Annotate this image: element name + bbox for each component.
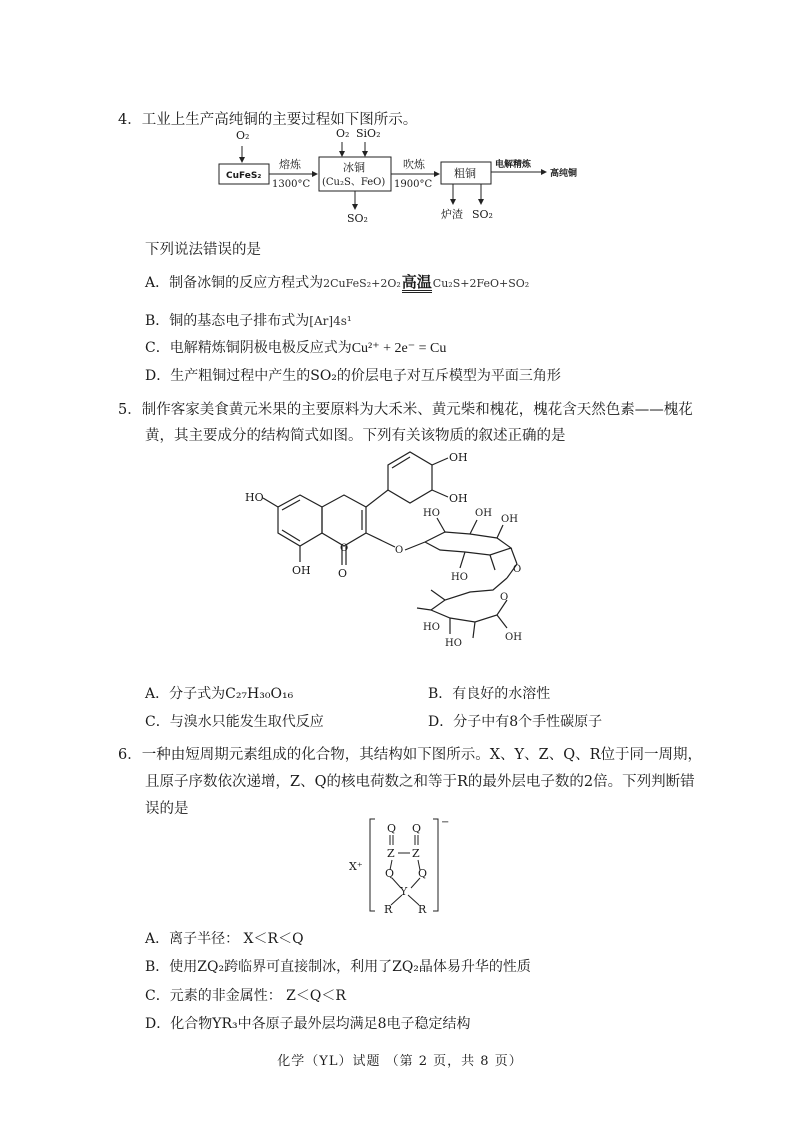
label-matte: 冰铜 bbox=[343, 161, 365, 174]
label-so2-2: SO₂ bbox=[472, 208, 493, 221]
cation-x-label: X⁺ bbox=[349, 860, 363, 873]
q4-option-b-config: [Ar]4s¹ bbox=[309, 314, 352, 328]
q6-option-c[interactable]: C．元素的非金属性： Z＜Q＜R bbox=[145, 988, 346, 1004]
label-temp2: 1900°C bbox=[394, 179, 433, 190]
label-crude: 粗铜 bbox=[454, 167, 476, 180]
ring-c bbox=[322, 495, 366, 546]
q4-option-c[interactable] bbox=[145, 337, 446, 357]
label-sio2: SiO₂ bbox=[356, 127, 381, 140]
q6-stem-line2: 且原子序数依次递增，Z、Q的核电荷数之和等于R的最外层电子数的2倍。下列判断错 bbox=[145, 774, 695, 790]
q-label: Q bbox=[387, 822, 397, 835]
q4-option-d[interactable]: D．生产粗铜过程中产生的SO₂的价层电子对互斥模型为平面三角形 bbox=[145, 368, 561, 384]
oh-label: OH bbox=[292, 564, 311, 577]
ring-o-label: O bbox=[500, 592, 509, 603]
oh-label: OH bbox=[501, 514, 518, 525]
q6-stem-line3: 误的是 bbox=[145, 801, 189, 817]
q4-option-c-prefix: C．电解精炼铜阴极电极反应式为 bbox=[145, 340, 352, 356]
label-step1: 熔炼 bbox=[279, 158, 301, 171]
q4-option-b[interactable] bbox=[145, 310, 352, 330]
q4-stem: 4．工业上生产高纯铜的主要过程如下图所示。 bbox=[118, 112, 418, 128]
ring-rhamnose bbox=[431, 578, 507, 622]
ring-b bbox=[388, 452, 432, 503]
q6-option-a[interactable]: A．离子半径： X＜R＜Q bbox=[145, 931, 304, 947]
q5-structure-diagram bbox=[245, 450, 565, 670]
q4-prompt: 下列说法错误的是 bbox=[145, 242, 261, 258]
ring-o-label: O bbox=[340, 543, 349, 554]
left-bracket bbox=[370, 819, 375, 911]
z-label: Z bbox=[412, 847, 420, 860]
label-o2-2: O₂ bbox=[336, 127, 350, 140]
label-matte-comp: (Cu₂S、FeO) bbox=[322, 177, 386, 188]
q5-option-d[interactable]: D．分子中有8个手性碳原子 bbox=[428, 714, 603, 730]
q5-option-a[interactable]: A．分子式为C₂₇H₃₀O₁₆ bbox=[145, 686, 294, 702]
ring-a bbox=[278, 495, 322, 546]
label-feed: CuFeS₂ bbox=[226, 171, 262, 181]
label-product: 高纯铜 bbox=[550, 169, 578, 179]
y-label: Y bbox=[400, 885, 408, 898]
q4-option-b-prefix: B．铜的基态电子排布式为 bbox=[145, 313, 310, 329]
q4-option-a[interactable] bbox=[145, 272, 529, 293]
q5-option-c[interactable]: C．与溴水只能发生取代反应 bbox=[145, 714, 324, 730]
oh-label: HO bbox=[445, 638, 462, 649]
q4-option-a-condition: 高温 bbox=[401, 273, 432, 291]
carbonyl-o-label: O bbox=[338, 567, 348, 580]
r-label: R bbox=[384, 903, 393, 915]
oh-label: OH bbox=[475, 508, 492, 519]
label-o2-1: O₂ bbox=[236, 129, 250, 142]
label-step3: 电解精炼 bbox=[495, 160, 532, 170]
q4-option-a-eq-left: 2CuFeS₂+2O₂ bbox=[323, 277, 401, 290]
q6-option-d[interactable]: D．化合物YR₃中各原子最外层均满足8电子稳定结构 bbox=[145, 1016, 471, 1032]
oh-label: HO bbox=[423, 508, 440, 519]
q6-structure-diagram bbox=[345, 815, 465, 915]
oh-label: HO bbox=[423, 622, 440, 633]
q-label: Q bbox=[385, 867, 395, 880]
oh-label: OH bbox=[449, 451, 468, 464]
q5-stem-line2: 黄，其主要成分的结构简式如图。下列有关该物质的叙述正确的是 bbox=[145, 428, 566, 444]
oh-label: OH bbox=[505, 632, 522, 643]
oh-label: OH bbox=[449, 492, 468, 505]
q6-stem-line1: 6．一种由短周期元素组成的化合物，其结构如下图所示。X、Y、Z、Q、R位于同一周期， bbox=[118, 747, 702, 763]
label-step2: 吹炼 bbox=[403, 158, 425, 171]
page-footer: 化学（YL）试题 （第 2 页，共 8 页） bbox=[277, 1054, 523, 1069]
oh-label: HO bbox=[451, 572, 468, 583]
z-label: Z bbox=[387, 847, 395, 860]
oh-label: HO bbox=[245, 491, 264, 504]
label-so2-1: SO₂ bbox=[347, 212, 368, 224]
ether-o-label: O bbox=[395, 545, 404, 556]
right-bracket bbox=[433, 819, 438, 911]
q4-option-c-eq: Cu²⁺ + 2e⁻ = Cu bbox=[351, 341, 447, 356]
q5-option-b[interactable]: B．有良好的水溶性 bbox=[428, 686, 551, 702]
label-temp1: 1300°C bbox=[272, 179, 311, 190]
q5-stem-line1: 5．制作客家美食黄元米果的主要原料为大禾米、黄元柴和槐花，槐花含天然色素——槐花 bbox=[118, 402, 693, 418]
r-label: R bbox=[418, 903, 427, 915]
q4-option-a-eq-right: Cu₂S+2FeO+SO₂ bbox=[432, 277, 530, 290]
label-slag: 炉渣 bbox=[441, 208, 463, 221]
q4-flow-diagram bbox=[205, 124, 605, 224]
linker-o-label: O bbox=[513, 564, 522, 575]
q-label: Q bbox=[412, 822, 422, 835]
anion-charge-label: − bbox=[441, 817, 450, 828]
q4-option-a-prefix: A．制备冰铜的反应方程式为 bbox=[145, 275, 324, 291]
q-label: Q bbox=[418, 867, 428, 880]
q6-option-b[interactable]: B．使用ZQ₂跨临界可直接制冰，利用了ZQ₂晶体易升华的性质 bbox=[145, 959, 531, 975]
